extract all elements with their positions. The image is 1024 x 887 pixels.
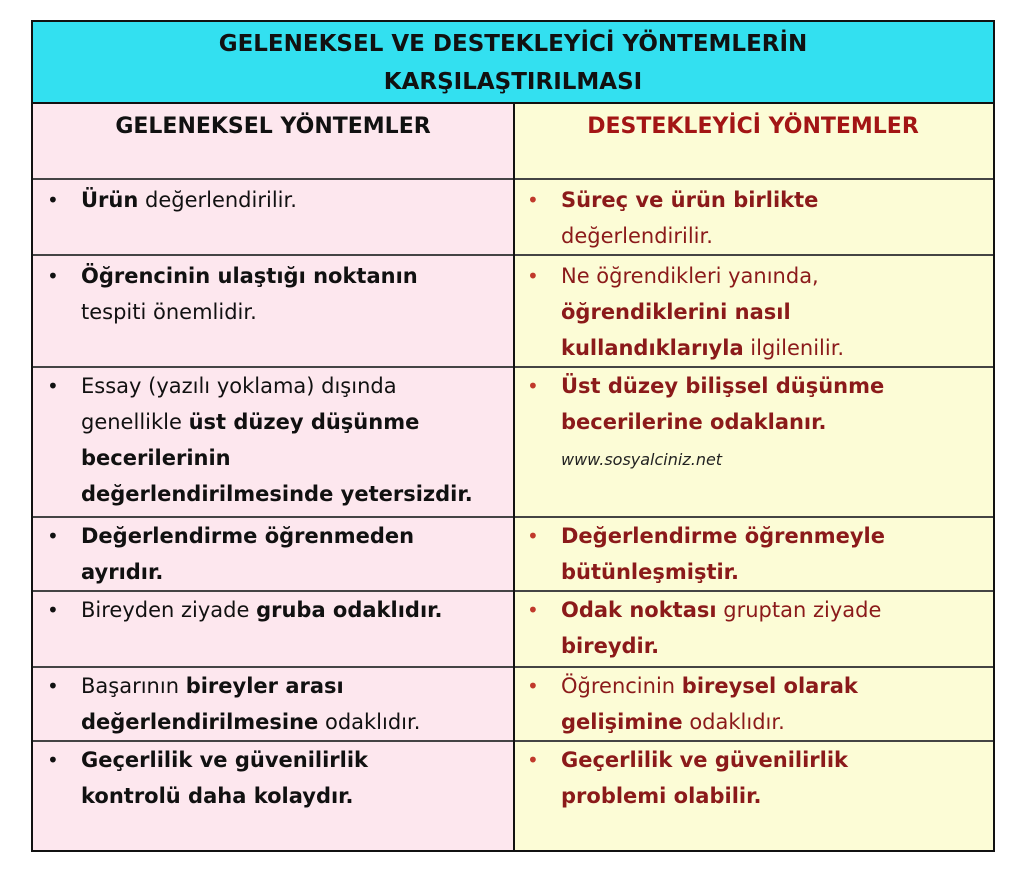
cell-text-segment: genellikle: [81, 410, 189, 434]
cell-text-segment: Değerlendirme öğrenmeden: [81, 524, 415, 548]
table-cell-right: [513, 516, 993, 590]
cell-text-segment: becerilerine odaklanır.: [561, 410, 827, 434]
cell-text-segment: değerlendirilmesine: [81, 710, 319, 734]
cell-text-segment: öğrendiklerini nasıl: [561, 300, 791, 324]
cell-text-segment: değerlendirilmesinde yetersizdir.: [81, 482, 473, 506]
cell-text: [81, 592, 501, 628]
bullet-icon: •: [47, 674, 59, 698]
cell-text-segment: kullandıklarıyla: [561, 336, 744, 360]
table-cell-left: [33, 590, 513, 666]
bullet-icon: •: [527, 374, 539, 398]
cell-text: [561, 368, 981, 476]
cell-text: [81, 518, 501, 590]
cell-text-segment: gruptan ziyade: [716, 598, 882, 622]
bullet-icon: •: [47, 374, 59, 398]
header-cell-left: [33, 104, 513, 178]
cell-text-segment: Öğrencinin ulaştığı noktanın: [81, 264, 418, 288]
cell-text: [561, 518, 981, 590]
header-left-label: GELENEKSEL YÖNTEMLER: [115, 114, 431, 139]
cell-text: [81, 258, 501, 330]
title-line-1: GELENEKSEL VE DESTEKLEYİCİ YÖNTEMLERİN: [218, 31, 808, 57]
table-cell-right: [513, 666, 993, 740]
cell-text-segment: Başarının: [81, 674, 186, 698]
cell-text-segment: değerlendirilir.: [138, 188, 297, 212]
cell-text: [561, 668, 981, 740]
cell-text: [81, 182, 501, 218]
cell-text: [561, 182, 981, 254]
cell-text-segment: Essay (yazılı yoklama) dışında: [81, 374, 397, 398]
table-cell-left: [33, 178, 513, 254]
cell-text-segment: Ürün: [81, 188, 139, 212]
cell-text: [561, 592, 981, 664]
bullet-icon: •: [47, 188, 59, 212]
cell-text-segment: Bireyden ziyade: [81, 598, 257, 622]
table-cell-left: [33, 366, 513, 516]
table-title: [33, 22, 993, 104]
cell-text: [81, 668, 501, 740]
cell-text-segment: Geçerlilik ve güvenilirlik: [81, 748, 369, 772]
cell-text-segment: Geçerlilik ve güvenilirlik: [561, 748, 849, 772]
table-cell-right: [513, 254, 993, 366]
table-cell-right: [513, 590, 993, 666]
bullet-icon: •: [527, 188, 539, 212]
cell-text-segment: Süreç ve ürün birlikte: [561, 188, 819, 212]
cell-text-segment: bireyler arası: [185, 674, 344, 698]
cell-text-segment: becerilerinin: [81, 446, 231, 470]
table-cell-left: [33, 740, 513, 850]
cell-text-segment: bütünleşmiştir.: [561, 560, 740, 584]
cell-text: [561, 742, 981, 814]
table-cell-right: [513, 178, 993, 254]
bullet-icon: •: [527, 748, 539, 772]
cell-text: [561, 258, 981, 366]
table-title-text: [219, 23, 808, 101]
bullet-icon: •: [527, 524, 539, 548]
table-cell-left: [33, 516, 513, 590]
cell-text-segment: değerlendirilir.: [561, 224, 713, 248]
cell-text-segment: kontrolü daha kolaydır.: [81, 784, 354, 808]
table-cell-left: [33, 666, 513, 740]
cell-text-segment: Üst düzey bilişsel düşünme: [561, 374, 885, 398]
cell-text-segment: Odak noktası: [561, 598, 717, 622]
cell-text-segment: tespiti önemlidir.: [81, 300, 257, 324]
cell-text-segment: Ne öğrendikleri yanında,: [561, 264, 819, 288]
cell-text-segment: odaklıdır.: [682, 710, 785, 734]
column-divider: [513, 104, 515, 850]
bullet-icon: •: [47, 264, 59, 288]
cell-text-segment: bireydir.: [561, 634, 660, 658]
bullet-icon: •: [47, 748, 59, 772]
comparison-table: [31, 20, 995, 852]
table-cell-left: [33, 254, 513, 366]
cell-text-segment: problemi olabilir.: [561, 784, 762, 808]
table-cell-right: [513, 740, 993, 850]
bullet-icon: •: [47, 598, 59, 622]
header-right-label: DESTEKLEYİCİ YÖNTEMLER: [587, 114, 919, 139]
website-watermark: www.sosyalciniz.net: [561, 450, 723, 469]
bullet-icon: •: [527, 674, 539, 698]
cell-text: [81, 368, 501, 512]
cell-text-segment: ilgilenilir.: [743, 336, 845, 360]
cell-text: [81, 742, 501, 814]
cell-text-segment: Öğrencinin: [561, 674, 682, 698]
cell-text-segment: Değerlendirme öğrenmeyle: [561, 524, 885, 548]
cell-text-segment: üst düzey düşünme: [188, 410, 420, 434]
cell-text-segment: gelişimine: [561, 710, 683, 734]
title-line-2: KARŞILAŞTIRILMASI: [383, 69, 643, 95]
bullet-icon: •: [47, 524, 59, 548]
bullet-icon: •: [527, 264, 539, 288]
cell-text-segment: odaklıdır.: [318, 710, 421, 734]
bullet-icon: •: [527, 598, 539, 622]
cell-text-segment: gruba odaklıdır.: [256, 598, 443, 622]
cell-text-segment: ayrıdır.: [81, 560, 164, 584]
cell-text-segment: bireysel olarak: [681, 674, 858, 698]
table-cell-right: [513, 366, 993, 516]
header-cell-right: [513, 104, 993, 178]
